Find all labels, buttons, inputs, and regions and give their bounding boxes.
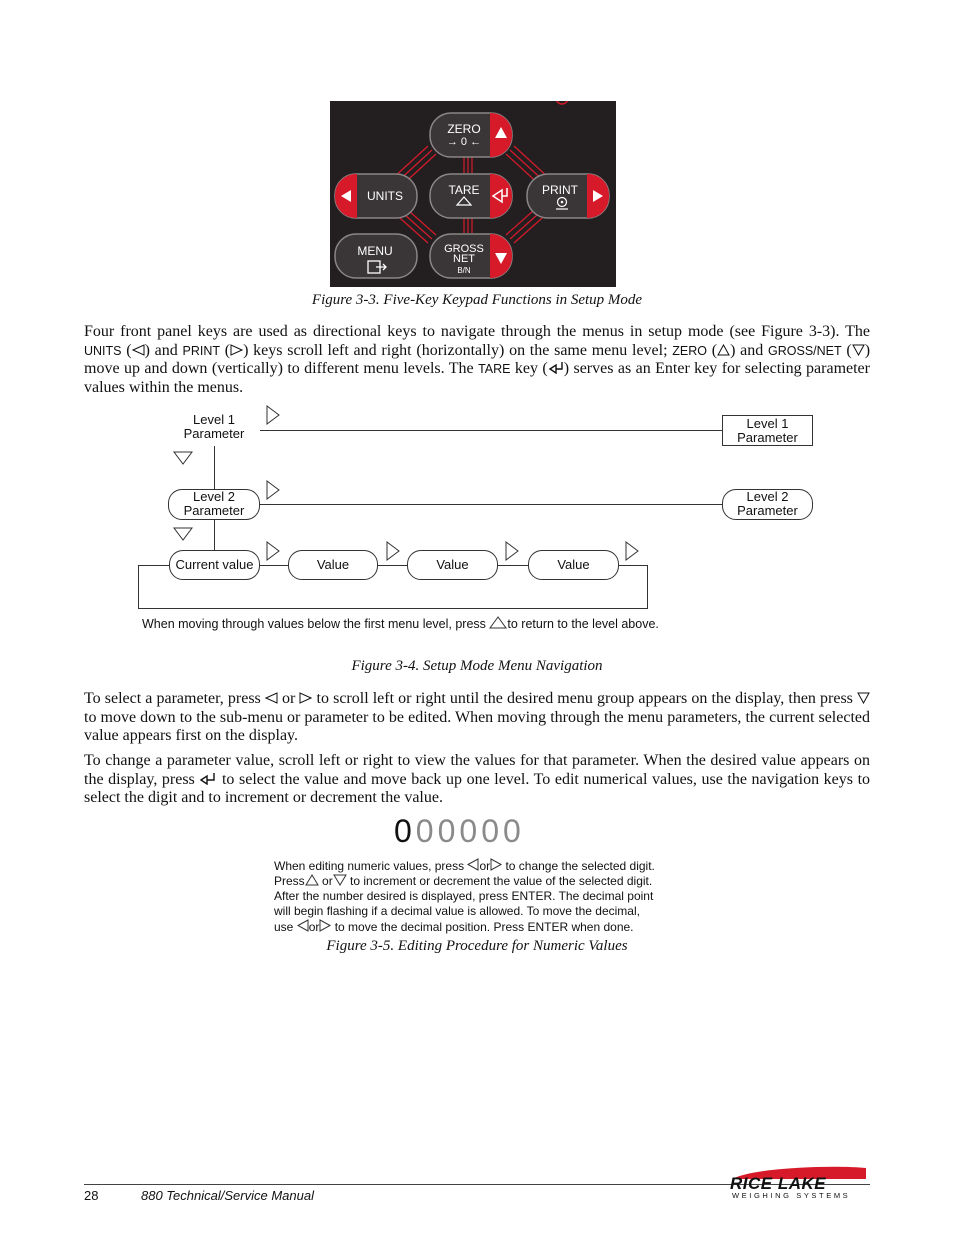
selected-digit: 0 (394, 813, 412, 849)
figure-3-5-caption: Figure 3-5. Editing Procedure for Numeric Values (326, 938, 628, 954)
right-triangle-icon (299, 692, 312, 704)
gross-key-label: GROSS (444, 243, 484, 255)
down-triangle-icon (173, 451, 193, 465)
down-triangle-icon (333, 874, 347, 886)
up-triangle-icon (305, 874, 319, 886)
current-value-box: Current value (169, 550, 260, 580)
figure-3-4-caption: Figure 3-4. Setup Mode Menu Navigation (351, 658, 603, 674)
logo-subtext: WEIGHING SYSTEMS (732, 1191, 851, 1200)
right-triangle-icon (266, 405, 280, 425)
right-triangle-icon (505, 541, 519, 561)
bn-key-label: B/N (457, 266, 471, 275)
level-1-parameter-label: Level 1 Parameter (183, 412, 245, 441)
print-key-label: PRINT (542, 183, 578, 197)
logo-text: RICE LAKE (730, 1174, 827, 1193)
up-triangle-icon (489, 616, 507, 629)
net-key-label: NET (453, 253, 475, 265)
right-triangle-icon (266, 480, 280, 500)
figure-3-3-caption: Figure 3-3. Five-Key Keypad Functions in Setup Mode (311, 292, 643, 308)
page-number: 28 (84, 1188, 99, 1203)
numeric-display (394, 813, 521, 853)
paragraph-change-value: To change a parameter value, scroll left or right to view the values for that parameter. When the desired value appears on the display, press to select the value and move back up one level. To edit numerical values, use the navigation keys to select the digit and to increment or decrement the value. (84, 752, 871, 807)
digit: 0 (502, 813, 521, 849)
digit: 0 (437, 813, 456, 849)
zero-key-label: ZERO (447, 122, 481, 136)
rice-lake-logo (726, 1165, 870, 1199)
zero-key-symbol: → 0 ← (446, 136, 482, 148)
left-triangle-icon (297, 919, 309, 932)
value-box: Value (407, 550, 498, 580)
down-triangle-icon (173, 527, 193, 541)
navigation-note: When moving through values below the first menu level, press to return to the level above. (142, 617, 659, 631)
right-triangle-icon (490, 858, 502, 871)
right-triangle-icon (319, 919, 331, 932)
up-triangle-icon (717, 344, 730, 356)
digit: 0 (459, 813, 478, 849)
digit: 0 (415, 813, 434, 849)
enter-icon (548, 361, 564, 374)
left-triangle-icon (467, 858, 479, 871)
right-triangle-icon (386, 541, 400, 561)
right-triangle-icon (230, 344, 243, 356)
manual-title: 880 Technical/Service Manual (141, 1188, 314, 1203)
value-box: Value (288, 550, 378, 580)
down-triangle-icon (852, 344, 865, 356)
level-2-parameter-box-left: Level 2 Parameter (168, 489, 260, 520)
left-triangle-icon (265, 692, 278, 704)
editing-note: When editing numeric values, press or to change the selected digit. Press or to increment or decrement the value of the selected digit. After the number desired is displayed, press ENTER. The decimal point will begin flashing if a decimal value is allowed. To move the decimal, use or to move the decimal position. Press ENTER when done. (274, 859, 655, 934)
value-box: Value (528, 550, 619, 580)
digit: 0 (481, 813, 499, 849)
right-triangle-icon (266, 541, 280, 561)
level-2-parameter-box-right: Level 2 Parameter (722, 489, 813, 520)
tare-key-label: TARE (448, 183, 480, 197)
left-triangle-icon (132, 344, 145, 356)
right-triangle-icon (625, 541, 639, 561)
level-1-parameter-box: Level 1 Parameter (722, 415, 813, 446)
units-key-label: UNITS (367, 189, 403, 203)
enter-icon (199, 772, 217, 785)
down-triangle-icon (857, 692, 870, 704)
paragraph-keys-intro: Four front panel keys are used as directional keys to navigate through the menus in setup mode (see Figure 3-3). The UNITS ( ) and PRINT ( ) keys scroll left and right (horizontally) on the same menu level; ZERO ( ) and GROSS/NET ( ) move up and down (vertically) to different menu levels. The TARE key ( ) serves as an Enter key for selecting parameter values within the menus. (84, 323, 871, 396)
paragraph-select-parameter: To select a parameter, press or to scroll left or right until the desired menu group appears on the display, then press to move down to the sub-menu or parameter to be edited. When moving through the menu parameters, the current selected value appears first on the display. (84, 690, 870, 745)
menu-key-label: MENU (357, 244, 393, 258)
